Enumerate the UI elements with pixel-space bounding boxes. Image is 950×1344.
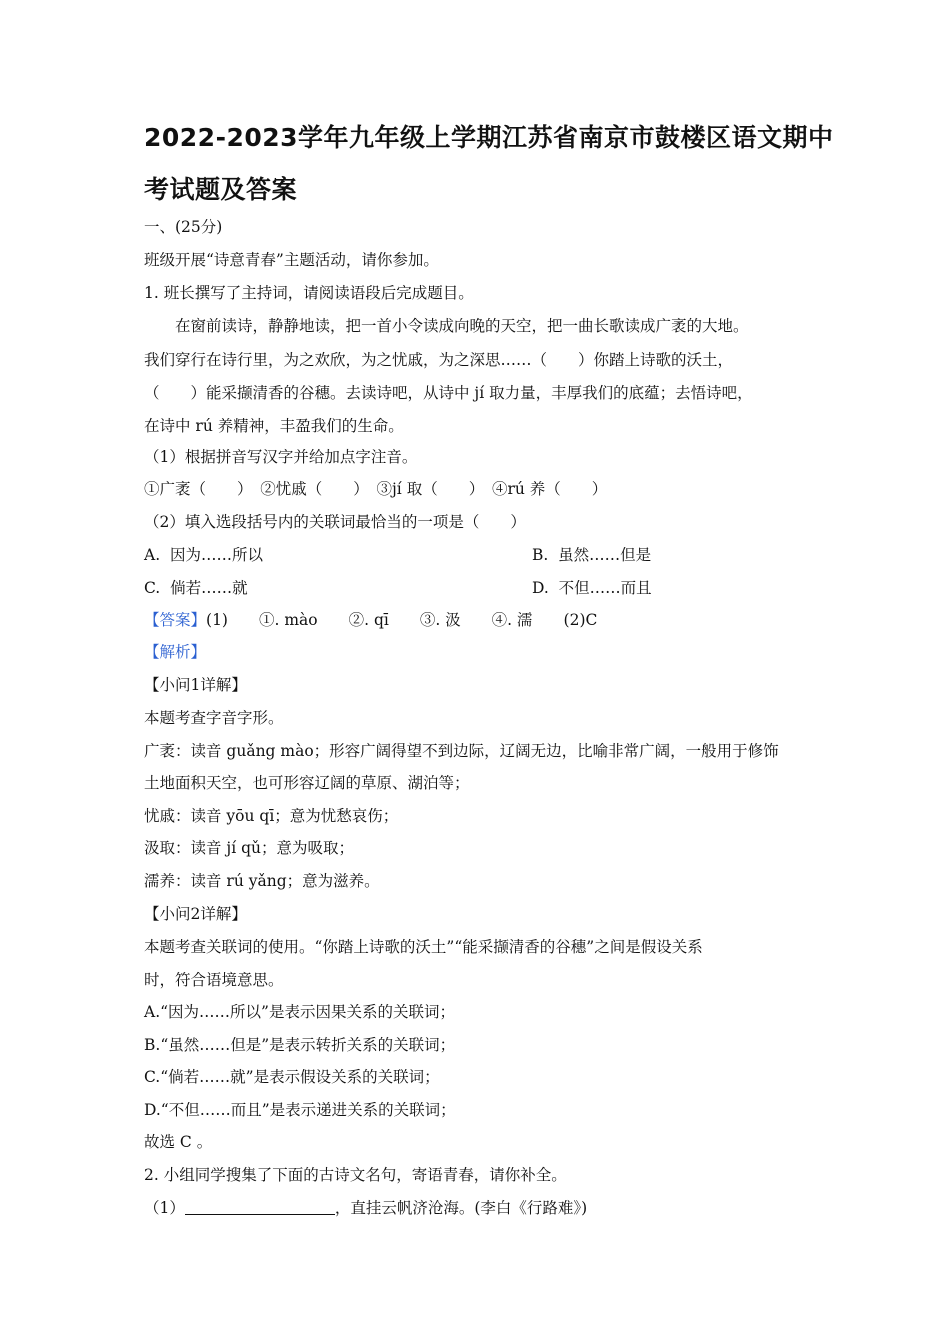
explanation-line: 土地面积天空，也可形容辽阔的草原、湖泊等； [144,774,470,792]
q2-item1-suffix: ，直挂云帆济沧海。(李白《行路难》) [334,1199,588,1217]
passage-line: 在诗中 rú 养精神，丰盈我们的生命。 [144,417,404,435]
title-line-1: 2022-2023学年九年级上学期江苏省南京市鼓楼区语文期中 [144,123,834,152]
explanation-line: C.“倘若……就”是表示假设关系的关联词； [144,1068,440,1086]
fill-blank[interactable] [185,1200,335,1215]
explanation-line: 濡养：读音 rú yǎng；意为滋养。 [144,872,380,890]
explanation-line: 广袤：读音 guǎng mào；形容广阔得望不到边际，辽阔无边，比喻非常广阔，一般用于修饰 [144,742,779,760]
section-heading: 一、(25分) [144,218,223,236]
question-2-item-1 [144,1198,587,1218]
answer-label: 【答案】 [144,611,207,629]
sub-question-2: （2）填入选段括号内的关联词最恰当的一项是（ ） [144,513,526,531]
explanation-line: 本题考查关联词的使用。“你踏上诗歌的沃土”“能采撷清香的谷穗”之间是假设关系 [144,938,703,956]
sub-q1-label: 【小问1详解】 [144,676,247,694]
explanation-line: 汲取：读音 jí qǔ；意为吸取； [144,839,355,857]
question-2: 2. 小组同学搜集了下面的古诗文名句，寄语青春，请你补全。 [144,1166,567,1184]
q2-item1-prefix: （1） [144,1199,185,1217]
sub-question-1-items: ①广袤（ ） ②忧戚（ ） ③jí 取（ ） ④rú 养（ ） [144,480,608,498]
option-b: B. 虽然……但是 [532,546,652,564]
title-line-2: 考试题及答案 [144,175,298,204]
explanation-line: D.“不但……而且”是表示递进关系的关联词； [144,1101,456,1119]
option-d: D. 不但……而且 [532,579,652,597]
passage-line: （ ）能采撷清香的谷穗。去读诗吧，从诗中 jí 取力量，丰厚我们的底蕴；去悟诗吧， [144,384,753,402]
explanation-line: 时，符合语境意思。 [144,971,284,989]
explanation-line: 故选 C 。 [144,1133,213,1151]
passage-line: 在窗前读诗，静静地读，把一首小令读成向晚的天空，把一曲长歌读成广袤的大地。 [144,317,749,335]
analysis-label: 【解析】 [144,643,207,661]
explanation-line: A.“因为……所以”是表示因果关系的关联词； [144,1003,455,1021]
explanation-line: 本题考查字音字形。 [144,709,284,727]
sub-q2-label: 【小问2详解】 [144,905,247,923]
explanation-line: 忧戚：读音 yōu qī；意为忧愁哀伤； [144,807,399,825]
explanation-line: B.“虽然……但是”是表示转折关系的关联词； [144,1036,456,1054]
answer-row [144,610,597,630]
option-c: C. 倘若……就 [144,579,248,597]
passage-line: 我们穿行在诗行里，为之欢欣，为之忧戚，为之深思……（ ）你踏上诗歌的沃土， [144,351,734,369]
question-1: 1. 班长撰写了主持词，请阅读语段后完成题目。 [144,284,474,302]
answer-text: (1) ①. mào ②. qī ③. 汲 ④. 濡 (2)C [206,611,598,629]
option-a: A. 因为……所以 [144,546,263,564]
sub-question-1: （1）根据拼音写汉字并给加点字注音。 [144,448,418,466]
intro-text: 班级开展“诗意青春”主题活动，请你参加。 [144,251,439,269]
